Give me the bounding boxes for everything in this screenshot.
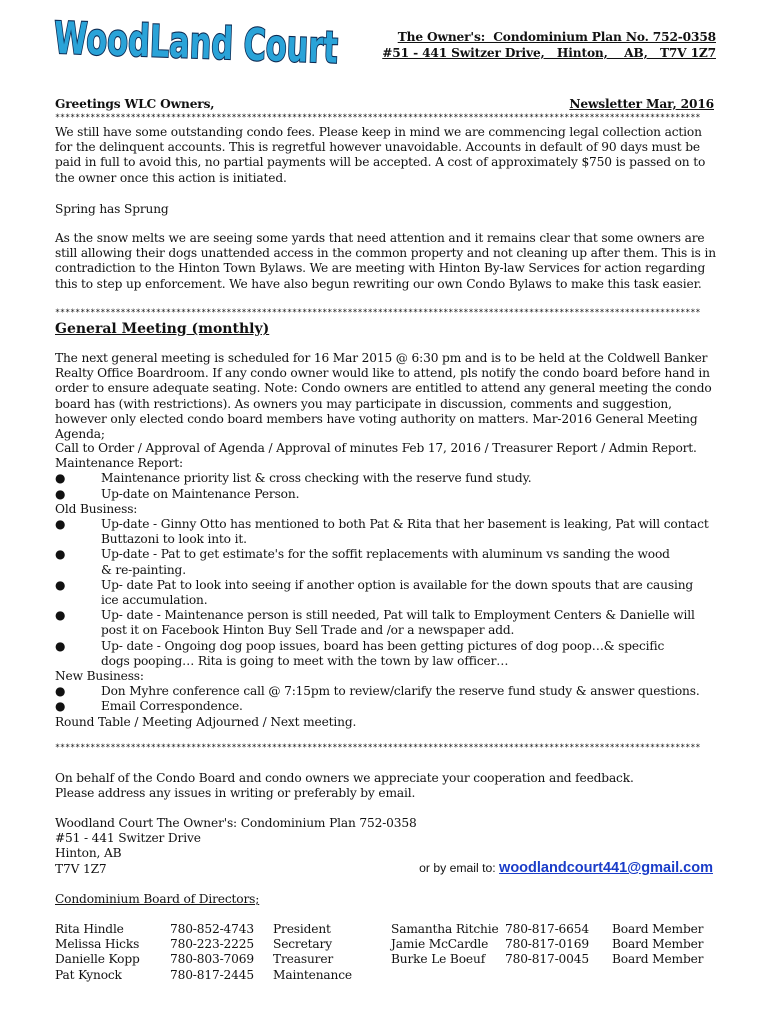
agenda-block bbox=[55, 441, 717, 730]
woodland-court-logo bbox=[50, 12, 467, 79]
meeting-heading: General Meeting (monthly) bbox=[55, 321, 270, 337]
list-item: ● Don Myhre conference call @ 7:15pm to review/clarify the reserve fund study & answer questions. bbox=[55, 684, 700, 699]
board-member-phone: 780-817-2445 bbox=[170, 967, 254, 982]
board-member-phone: 780-803-7069 bbox=[170, 952, 254, 967]
meeting-paragraph: The next general meeting is scheduled for 16 Mar 2015 @ 6:30 pm and is to be held at the Coldwell Banker Realty Office Boardroom. If any condo owner would like to attend, pls notify the condo board before hand in order to ensure adequate seating. Note: Condo owners are entitled to attend any general meeting the condo board has (with restrictions). As owners you may participate in discussion, comments and suggestion, however only elected condo board members have voting authority on matters. Mar-2016 General Meeting Agenda; bbox=[55, 351, 712, 442]
board-member-phone: 780-817-0169 bbox=[505, 937, 589, 952]
bullet-icon: ● bbox=[55, 471, 66, 486]
board-member-phone: 780-852-4743 bbox=[170, 922, 254, 936]
closing-line-1: On behalf of the Condo Board and condo owners we appreciate your cooperation and feedback. bbox=[55, 771, 634, 785]
board-member-row bbox=[55, 922, 363, 937]
old-business-label: Old Business: bbox=[55, 501, 138, 516]
mailing-address bbox=[55, 816, 417, 877]
greeting: Greetings WLC Owners, bbox=[55, 97, 215, 111]
board-member-role: Treasurer bbox=[273, 952, 334, 967]
divider-stars: ******************************************************************************************************************************** bbox=[55, 307, 701, 317]
board-member-role: Board Member bbox=[612, 952, 704, 967]
list-item: ● Up- date Pat to look into seeing if another option is available for the down spouts that are causing ice accumulation. bbox=[55, 577, 694, 608]
board-member-phone: 780-817-6654 bbox=[505, 922, 589, 936]
board-member-row bbox=[391, 952, 712, 967]
bullet-icon: ● bbox=[55, 638, 66, 653]
list-item: ● Up-date on Maintenance Person. bbox=[55, 486, 300, 501]
board-table-right bbox=[391, 922, 712, 968]
list-item: ● Up- date - Maintenance person is still needed, Pat will talk to Employment Centers & Danielle will post it on Facebook Hinton Buy Sell Trade and /or a newspaper add. bbox=[55, 608, 695, 638]
logo-text: WoodLand Court bbox=[53, 12, 467, 79]
list-item: ● Up- date - Ongoing dog poop issues, board has been getting pictures of dog poop…& specific dogs pooping… Rita is going to meet with the town by law officer… bbox=[55, 638, 665, 668]
board-member-role: Board Member bbox=[612, 937, 704, 952]
snow-paragraph: As the snow melts we are seeing some yards that need attention and it remains clear that some owners are still allowing their dogs unattended access in the common property and not cleaning up after them. This is in contradiction to the Hinton Town Bylaws. We are meeting with Hinton By-law Services for action regarding this to step up enforcement. We have also begun rewriting our own Condo Bylaws to make this task easier. bbox=[55, 231, 716, 291]
list-item: ● Up-date - Pat to get estimate's for the soffit replacements with aluminum vs sanding the wood & re-painting. bbox=[55, 547, 670, 577]
board-member-role: Board Member bbox=[612, 922, 704, 936]
list-item: ● Maintenance priority list & cross checking with the reserve fund study. bbox=[55, 471, 532, 486]
agenda-line: Call to Order / Approval of Agenda / Approval of minutes Feb 17, 2016 / Treasurer Report / Admin Report. bbox=[55, 441, 697, 455]
address-line-3: Hinton, AB bbox=[55, 846, 122, 861]
board-member-name: Burke Le Boeuf bbox=[391, 952, 486, 967]
board-table-left bbox=[55, 922, 363, 983]
board-member-role: President bbox=[273, 922, 331, 936]
new-business-label: New Business: bbox=[55, 669, 144, 684]
list-item: ● Up-date - Ginny Otto has mentioned to both Pat & Rita that her basement is leaking, Pat will contact Buttazoni to look into it. bbox=[55, 517, 709, 547]
email-contact bbox=[419, 860, 713, 876]
email-prefix: or by email to: bbox=[419, 861, 500, 875]
board-member-row bbox=[391, 922, 712, 937]
divider-stars: ******************************************************************************************************************************** bbox=[55, 112, 701, 122]
email-link[interactable]: woodlandcourt441@gmail.com bbox=[499, 860, 713, 876]
board-member-role: Secretary bbox=[273, 937, 332, 952]
address-line: #51 - 441 Switzer Drive, Hinton, AB, T7V 1Z7 bbox=[382, 46, 716, 60]
board-member-name: Danielle Kopp bbox=[55, 952, 140, 967]
newsletter-date: Newsletter Mar, 2016 bbox=[569, 97, 714, 111]
board-member-phone: 780-223-2225 bbox=[170, 937, 254, 952]
board-member-row bbox=[391, 937, 712, 952]
board-member-row bbox=[55, 952, 363, 967]
board-member-row bbox=[55, 968, 363, 983]
bullet-icon: ● bbox=[55, 517, 66, 532]
fees-paragraph: We still have some outstanding condo fees. Please keep in mind we are commencing legal collection action for the delinquent accounts. This is regretful however unavoidable. Accounts in default of 90 days must be paid in full to avoid this, no partial payments will be accepted. A cost of approximately $750 is passed on to the owner once this action is initiated. bbox=[55, 125, 706, 185]
bullet-icon: ● bbox=[55, 699, 66, 714]
board-member-name: Rita Hindle bbox=[55, 922, 124, 936]
board-member-name: Jamie McCardle bbox=[391, 937, 489, 952]
plan-number-line: The Owner's: Condominium Plan No. 752-0358 bbox=[397, 30, 716, 44]
board-member-name: Melissa Hicks bbox=[55, 937, 140, 952]
bullet-icon: ● bbox=[55, 608, 66, 623]
list-item: ● Email Correspondence. bbox=[55, 699, 243, 714]
bullet-icon: ● bbox=[55, 577, 66, 592]
round-table-line: Round Table / Meeting Adjourned / Next meeting. bbox=[55, 714, 357, 729]
bullet-icon: ● bbox=[55, 684, 66, 699]
board-heading: Condominium Board of Directors; bbox=[55, 892, 260, 906]
bullet-icon: ● bbox=[55, 547, 66, 562]
board-member-phone: 780-817-0045 bbox=[505, 952, 589, 967]
board-member-name: Pat Kynock bbox=[55, 967, 122, 982]
spring-heading: Spring has Sprung bbox=[55, 202, 169, 216]
address-line-4: T7V 1Z7 bbox=[55, 861, 107, 876]
closing-line-2: Please address any issues in writing or preferably by email. bbox=[55, 786, 416, 801]
address-line-1: Woodland Court The Owner's: Condominium Plan 752-0358 bbox=[55, 816, 417, 830]
maintenance-label: Maintenance Report: bbox=[55, 456, 183, 471]
board-member-row bbox=[55, 937, 363, 952]
board-member-name: Samantha Ritchie bbox=[391, 922, 499, 936]
board-member-role: Maintenance bbox=[273, 967, 352, 982]
closing-block bbox=[55, 771, 717, 801]
divider-stars: ******************************************************************************************************************************** bbox=[55, 742, 701, 752]
bullet-icon: ● bbox=[55, 486, 66, 501]
address-line-2: #51 - 441 Switzer Drive bbox=[55, 831, 201, 846]
